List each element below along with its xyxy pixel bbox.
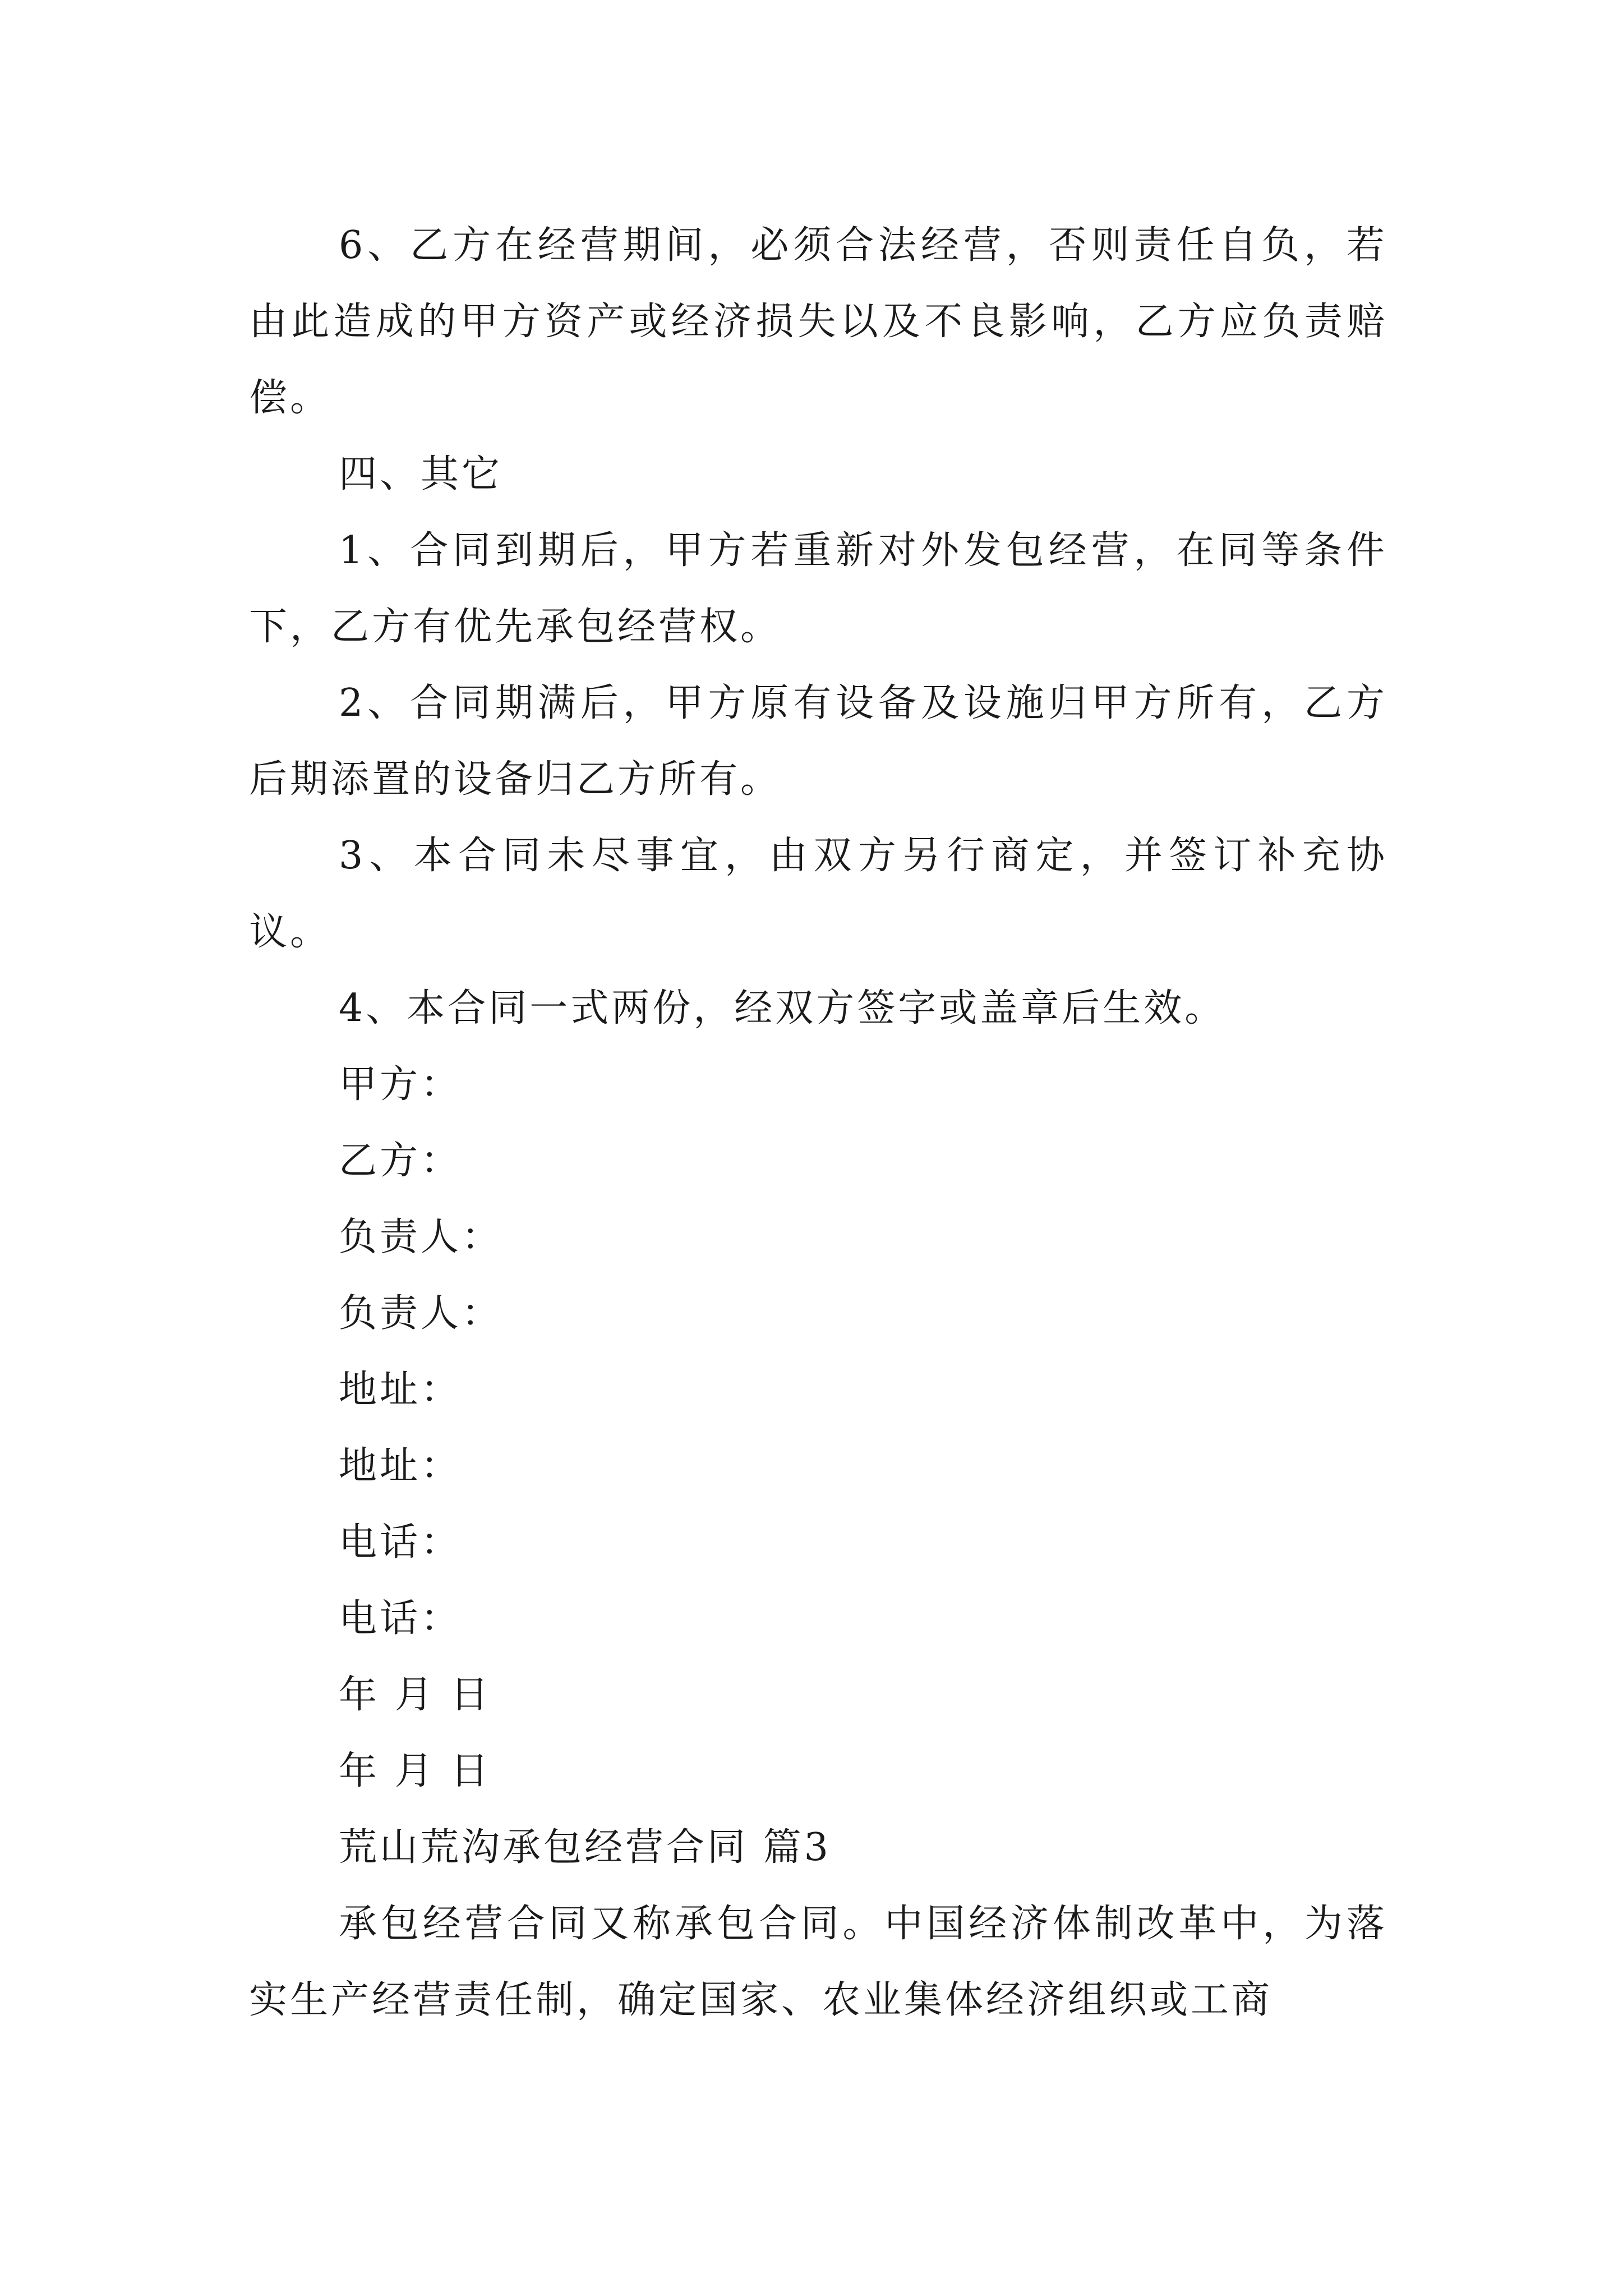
party-b-representative-label: 负责人： bbox=[339, 1291, 503, 1336]
other-clause-3-paragraph: 3、本合同未尽事宜，由双方另行商定，并签订补充协议。 bbox=[249, 834, 1387, 954]
party-a-phone-label: 电话： bbox=[339, 1520, 462, 1565]
other-clause-1-paragraph: 1、合同到期后，甲方若重新对外发包经营，在同等条件下，乙方有优先承包经营权。 bbox=[249, 528, 1387, 649]
section-other-heading: 四、其它 bbox=[339, 452, 503, 496]
party-b-phone-label: 电话： bbox=[339, 1596, 462, 1641]
party-a-date-label: 年 月 日 bbox=[339, 1673, 492, 1717]
party-a-address-label: 地址： bbox=[339, 1368, 462, 1412]
party-a-representative-label: 负责人： bbox=[339, 1215, 503, 1259]
party-a-label: 甲方： bbox=[339, 1062, 462, 1107]
other-clause-4-paragraph: 4、本合同一式两份，经双方签字或盖章后生效。 bbox=[339, 986, 1226, 1030]
other-clause-2-paragraph: 2、合同期满后，甲方原有设备及设施归甲方所有，乙方后期添置的设备归乙方所有。 bbox=[249, 681, 1387, 802]
document-body bbox=[249, 208, 1387, 2039]
contract-3-heading: 荒山荒沟承包经营合同 篇3 bbox=[339, 1825, 831, 1870]
party-b-label: 乙方： bbox=[339, 1139, 462, 1183]
party-b-address-label: 地址： bbox=[339, 1444, 462, 1488]
contract-3-intro-paragraph: 承包经营合同又称承包合同。中国经济体制改革中，为落实生产经营责任制，确定国家、农业集体经济组织或工商 bbox=[249, 1902, 1387, 2022]
clause-6-paragraph: 6、乙方在经营期间，必须合法经营，否则责任自负，若由此造成的甲方资产或经济损失以及不良影响，乙方应负责赔偿。 bbox=[249, 223, 1387, 420]
party-b-date-label: 年 月 日 bbox=[339, 1749, 492, 1793]
